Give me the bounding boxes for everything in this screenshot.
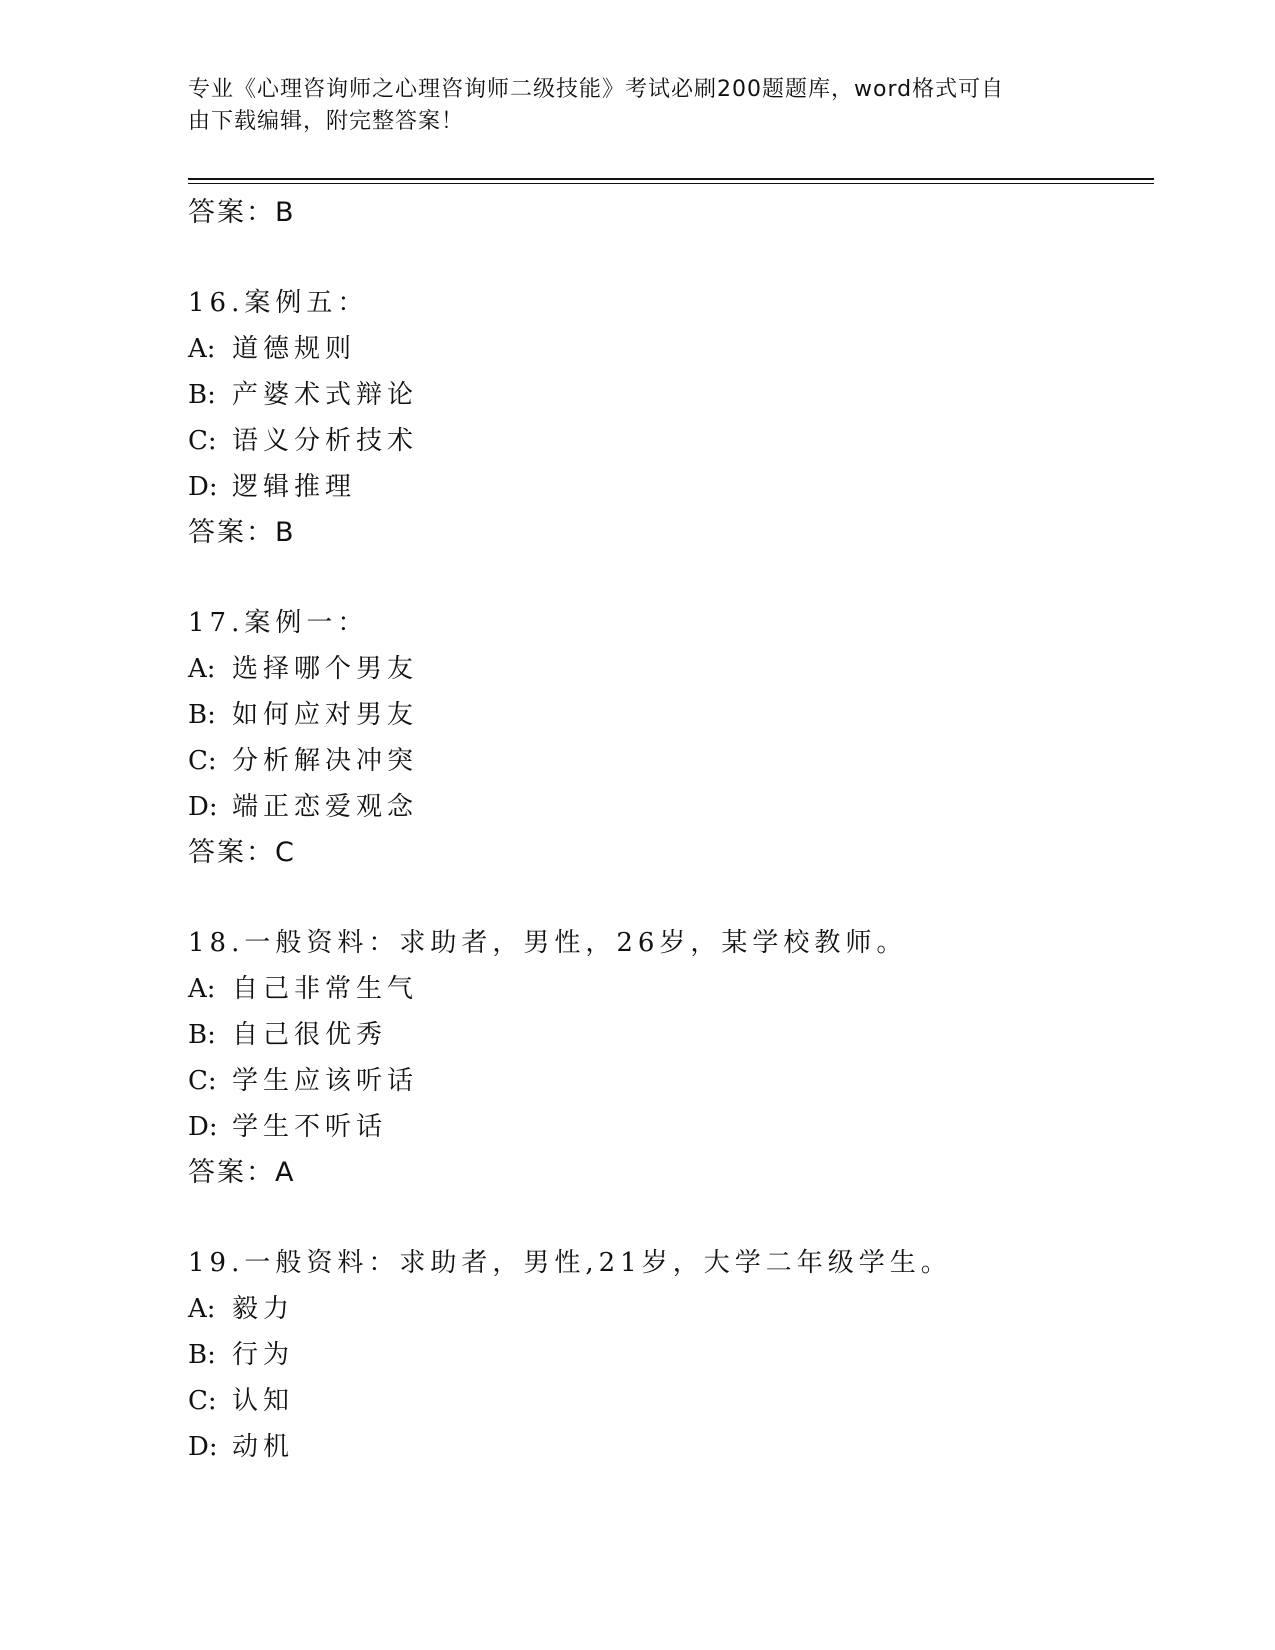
- option-c: C: 认知: [188, 1386, 295, 1416]
- question-18: [188, 920, 1148, 1196]
- option-b: B: 产婆术式辩论: [188, 380, 419, 410]
- option-a: A: 毅力: [188, 1294, 295, 1324]
- option-d: D: 端正恋爱观念: [188, 792, 419, 822]
- option-c: C: 分析解决冲突: [188, 746, 419, 776]
- spacer: [188, 1196, 1148, 1240]
- option-c: C: 学生应该听话: [188, 1066, 419, 1096]
- spacer: [188, 876, 1148, 920]
- option-d: D: 逻辑推理: [188, 472, 357, 502]
- question-17: [188, 600, 1148, 876]
- question-answer: 答案：C: [188, 837, 296, 868]
- option-a: A: 道德规则: [188, 334, 357, 364]
- header-divider-thick: [188, 178, 1154, 180]
- option-a: A: 选择哪个男友: [188, 654, 419, 684]
- document-header: [188, 74, 1068, 138]
- question-title: 19.一般资料：求助者，男性,21岁，大学二年级学生。: [188, 1248, 952, 1278]
- question-answer: 答案：A: [188, 1157, 296, 1188]
- header-divider-thin: [188, 183, 1154, 184]
- option-a: A: 自己非常生气: [188, 974, 419, 1004]
- header-line-2: 由下载编辑，附完整答案！: [188, 109, 465, 134]
- option-b: B: 自己很优秀: [188, 1020, 388, 1050]
- option-c: C: 语义分析技术: [188, 426, 419, 456]
- spacer: [188, 556, 1148, 600]
- question-19: [188, 1240, 1148, 1470]
- option-d: D: 动机: [188, 1432, 295, 1462]
- previous-answer: 答案：B: [188, 197, 296, 228]
- question-title: 17.案例一：: [188, 608, 369, 638]
- question-answer: 答案：B: [188, 517, 296, 548]
- option-d: D: 学生不听话: [188, 1112, 388, 1142]
- question-16: [188, 280, 1148, 556]
- option-b: B: 行为: [188, 1340, 295, 1370]
- header-line-1: 专业《心理咨询师之心理咨询师二级技能》考试必刷200题题库，word格式可自: [188, 77, 1005, 102]
- question-title: 16.案例五：: [188, 288, 369, 318]
- question-title: 18.一般资料：求助者，男性，26岁，某学校教师。: [188, 928, 908, 958]
- spacer: [188, 236, 1148, 280]
- option-b: B: 如何应对男友: [188, 700, 419, 730]
- question-list: [188, 190, 1148, 1470]
